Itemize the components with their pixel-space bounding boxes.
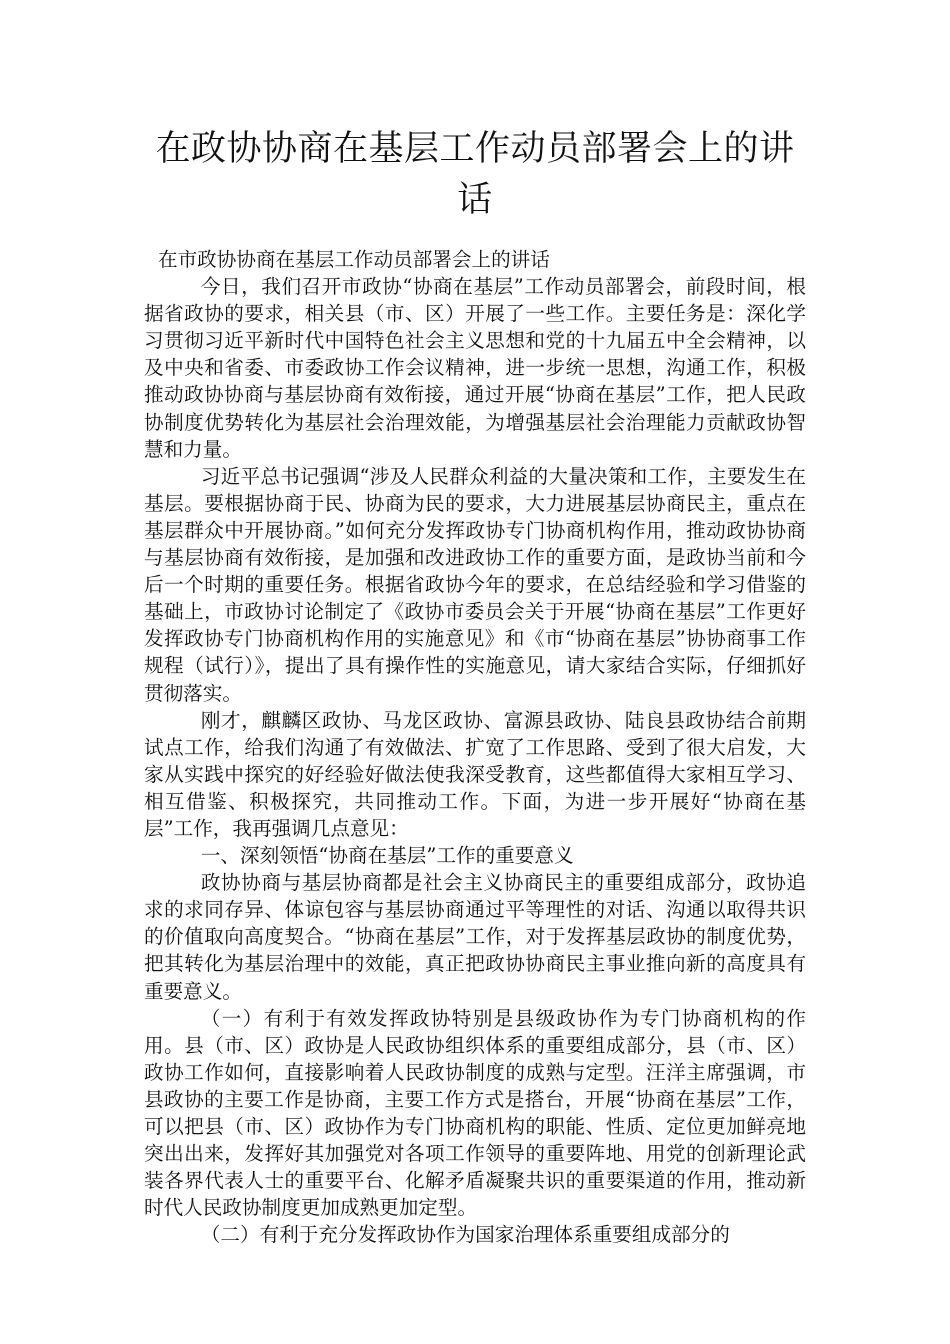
document-title: 在政协协商在基层工作动员部署会上的讲话 [155, 129, 795, 220]
paragraph-significance: 政协协商与基层协商都是社会主义协商民主的重要组成部分，政协追求的求同存异、体谅包容与基层协商通过平等理性的对话、沟通以取得共识的价值取向高度契合。“协商在基层”工作，对于发挥基层政协的制度优势，把其转化为基层治理中的效能，真正把政协协商民主事业推向新的高度具有重要意义。 [144, 871, 806, 1003]
section-heading-1: 一、深刻领悟“协商在基层”工作的重要意义 [200, 844, 574, 868]
paragraph-point-1: （一）有利于有效发挥政协特别是县级政协作为专门协商机构的作用。县（市、区）政协是人民政协组织体系的重要组成部分，县（市、区）政协工作如何，直接影响着人民政协制度的成熟与定型。汪洋主席强调，市县政协的主要工作是协商，主要工作方式是搭台，开展“协商在基层”工作，可以把县（市、区）政协作为专门协商机构的职能、性质、定位更加鲜亮地突出出来，发挥好其加强党对各项工作领导的重要阵地、用党的创新理论武装各界代表人士的重要平台、化解矛盾凝聚共识的重要渠道的作用，推动新时代人民政协制度更加成熟更加定型。 [144, 1006, 806, 1220]
paragraph-point-2: （二）有利于充分发挥政协作为国家治理体系重要组成部分的 [200, 1223, 730, 1247]
document-body [144, 246, 806, 1248]
document-subtitle: 在市政协协商在基层工作动员部署会上的讲话 [158, 248, 550, 271]
paragraph-quote: 习近平总书记强调“涉及人民群众利益的大量决策和工作，主要发生在基层。要根据协商于民、协商为民的要求，大力进展基层协商民主，重点在基层群众中开展协商。”如何充分发挥政协专门协商机构作用，推动政协协商与基层协商有效衔接，是加强和改进政协工作的重要方面，是政协当前和今后一个时期的重要任务。根据省政协今年的要求，在总结经验和学习借鉴的基础上，市政协讨论制定了《政协市委员会关于开展“协商在基层”工作更好发挥政协专门协商机构作用的实施意见》和《市“协商在基层”协协商事工作规程（试行）》，提出了具有操作性的实施意见，请大家结合实际，仔细抓好贯彻落实。 [144, 464, 806, 705]
paragraph-opening: 今日，我们召开市政协“协商在基层”工作动员部署会，前段时间，根据省政协的要求，相关县（市、区）开展了一些工作。主要任务是：深化学习贯彻习近平新时代中国特色社会主义思想和党的十九届五中全会精神，以及中央和省委、市委政协工作会议精神，进一步统一思想，沟通工作，积极推动政协协商与基层协商有效衔接，通过开展“协商在基层”工作，把人民政协制度优势转化为基层社会治理效能，为增强基层社会治理能力贡献政协智慧和力量。 [144, 275, 806, 461]
paragraph-pilot-work: 刚才，麒麟区政协、马龙区政协、富源县政协、陆良县政协结合前期试点工作，给我们沟通了有效做法、扩宽了工作思路、受到了很大启发，大家从实践中探究的好经验好做法使我深受教育，这些都值得大家相互学习、相互借鉴、积极探究，共同推动工作。下面，为进一步开展好“协商在基层”工作，我再强调几点意见： [144, 708, 806, 840]
